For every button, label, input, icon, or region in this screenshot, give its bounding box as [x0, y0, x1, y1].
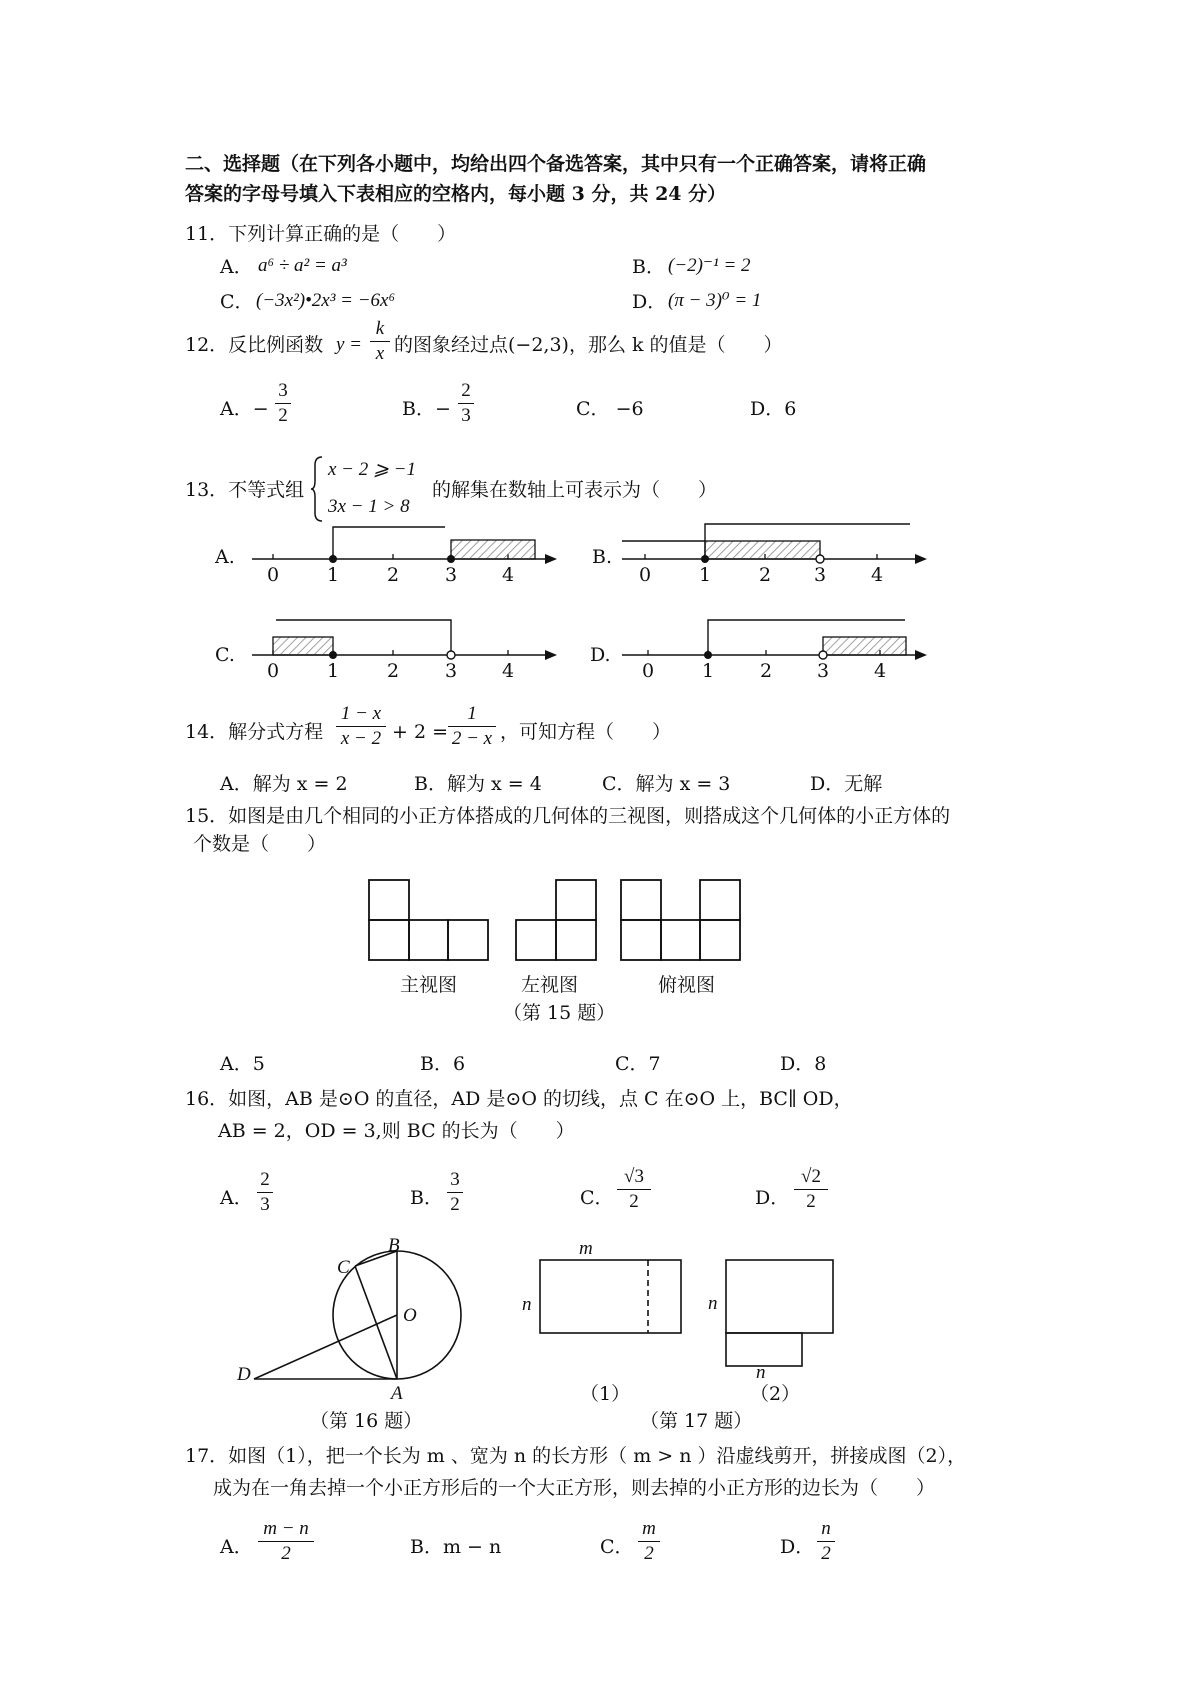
q11-option-b-expr: (−2)⁻¹ = 2	[668, 255, 751, 276]
q15-option-c: C．7	[615, 1053, 661, 1075]
q13-label-a: A.	[215, 546, 235, 568]
tick-label: 0	[642, 660, 655, 682]
q17-a-den: 2	[281, 1543, 291, 1564]
q11-option-d-expr: (π − 3)⁰ = 1	[668, 290, 762, 311]
q13-ineq2: 3x − 1 > 8	[328, 496, 410, 517]
q16-option-b: B．	[410, 1187, 443, 1209]
q15-stem-line1: 15．如图是由几个相同的小正方体搭成的几何体的三视图，则搭成这个几何体的小正方体的	[185, 805, 951, 827]
q17-label-m: m	[579, 1238, 593, 1259]
q14-f2-den: 2 − x	[451, 728, 493, 749]
tick-label: 4	[502, 564, 515, 586]
q14-f2-num: 1	[467, 703, 477, 724]
q17-caption-1: （1）	[580, 1383, 631, 1405]
q16-point-a: A	[391, 1383, 403, 1404]
q15-three-views	[360, 878, 760, 978]
q17-figure	[530, 1250, 850, 1400]
q16-b-num: 3	[450, 1169, 460, 1190]
tick-label: 2	[387, 660, 400, 682]
q16-option-d-frac	[794, 1166, 828, 1213]
q11-option-c-label: C．	[220, 291, 254, 313]
tick-label: 0	[639, 564, 652, 586]
tick-label: 2	[387, 564, 400, 586]
q15-view-top: 俯视图	[658, 974, 716, 996]
q16-c-num: √3	[624, 1166, 644, 1187]
q15-view-left: 左视图	[521, 974, 579, 996]
section-heading-line1: 二、选择题（在下列各小题中，均给出四个备选答案，其中只有一个正确答案，请将正确	[185, 153, 927, 175]
q11-option-d-label: D．	[632, 291, 667, 313]
tick-label: 1	[327, 564, 340, 586]
tick-label: 1	[699, 564, 712, 586]
number-line-d	[622, 620, 927, 660]
q16-a-den: 3	[260, 1194, 270, 1215]
q17-d-num: n	[821, 1518, 831, 1539]
tick-label: 3	[817, 660, 830, 682]
q16-option-b-frac	[447, 1169, 463, 1216]
q12-frac-den: x	[375, 343, 385, 364]
q12-b-num: 2	[461, 380, 471, 401]
q16-b-den: 2	[450, 1194, 460, 1215]
q14-option-a: A．解为 x = 2	[220, 773, 348, 795]
q12-option-d: D．6	[750, 398, 797, 420]
q11-stem: 11．下列计算正确的是（ ）	[185, 223, 457, 245]
q17-stem-line1: 17．如图（1），把一个长为 m 、宽为 n 的长方形（ m > n ）沿虚线剪开，拼接成图（2），	[185, 1445, 967, 1467]
q13-ineq1: x − 2 ⩾ −1	[328, 459, 416, 480]
q17-option-d: D．	[780, 1536, 815, 1558]
q16-stem-line1: 16．如图，AB 是⊙O 的直径，AD 是⊙O 的切线，点 C 在⊙O 上，BC∥ OD，	[185, 1088, 853, 1110]
q15-view-front: 主视图	[400, 974, 458, 996]
q14-frac2	[448, 703, 496, 750]
q15-stem-line2: 个数是（ ）	[193, 833, 327, 855]
q16-option-c-frac	[617, 1166, 651, 1213]
tick-label: 2	[760, 660, 773, 682]
q17-caption-2: （2）	[750, 1383, 801, 1405]
q16-option-a-frac	[257, 1169, 273, 1216]
tick-label: 0	[267, 660, 280, 682]
q15-option-d: D．8	[780, 1053, 827, 1075]
tick-label: 4	[502, 660, 515, 682]
number-line-a	[252, 527, 557, 564]
q15-caption: （第 15 题）	[503, 1002, 616, 1024]
q17-a-num: m − n	[263, 1518, 309, 1539]
q14-option-c: C．解为 x = 3	[602, 773, 731, 795]
q14-option-d: D．无解	[810, 773, 883, 795]
q11-option-b-label: B．	[632, 256, 665, 278]
q16-circle-figure	[230, 1238, 470, 1408]
q12-a-den: 2	[278, 405, 288, 426]
q12-a-num: 3	[278, 380, 288, 401]
q13-label-c: C.	[215, 644, 235, 666]
q17-label-n2: n	[708, 1293, 718, 1314]
q16-c-den: 2	[629, 1191, 639, 1212]
q14-frac1	[336, 703, 386, 750]
q16-option-a: A．	[220, 1187, 253, 1209]
q14-stem-pre: 14．解分式方程	[185, 721, 324, 743]
q17-option-b: B．m − n	[410, 1536, 502, 1558]
tick-label: 4	[874, 660, 887, 682]
q17-stem-line2: 成为在一角去掉一个小正方形后的一个大正方形，则去掉的小正方形的边长为（ ）	[213, 1477, 936, 1499]
q16-point-o: O	[403, 1305, 417, 1326]
q12-option-a-frac	[275, 380, 291, 427]
q17-c-num: m	[642, 1518, 656, 1539]
q16-option-d: D．	[755, 1187, 790, 1209]
q11-option-a-expr: a⁶ ÷ a² = a³	[258, 255, 347, 276]
tick-label: 3	[445, 564, 458, 586]
q17-option-c: C．	[600, 1536, 634, 1558]
q14-stem-post: ，可知方程（ ）	[500, 721, 672, 743]
q13-stem-post: 的解集在数轴上可表示为（ ）	[432, 479, 718, 501]
q17-figure-caption: （第 17 题）	[640, 1410, 753, 1432]
q16-a-num: 2	[260, 1169, 270, 1190]
q17-option-d-frac	[817, 1518, 835, 1565]
number-line-b	[622, 524, 927, 564]
q16-point-b: B	[388, 1235, 400, 1256]
q16-d-num: √2	[801, 1166, 821, 1187]
q12-frac-num: k	[375, 318, 385, 339]
q12-option-c: C． −6	[576, 398, 644, 420]
q16-stem-line2: AB = 2，OD = 3,则 BC 的长为（ ）	[218, 1120, 575, 1142]
q17-d-den: 2	[821, 1543, 831, 1564]
tick-label: 1	[327, 660, 340, 682]
q17-option-a-frac	[258, 1518, 314, 1565]
q14-f1-num: 1 − x	[340, 703, 382, 724]
tick-label: 3	[445, 660, 458, 682]
q16-point-d: D	[237, 1364, 251, 1385]
tick-label: 3	[814, 564, 827, 586]
number-line-c	[252, 620, 557, 660]
tick-label: 1	[702, 660, 715, 682]
q12-option-b-frac	[458, 380, 474, 427]
q11-option-a-label: A．	[220, 256, 253, 278]
q17-option-a: A．	[220, 1536, 253, 1558]
q12-fraction	[370, 318, 390, 365]
q16-option-c: C．	[580, 1187, 614, 1209]
q12-stem-post: 的图象经过点(−2,3)，那么 k 的值是（ ）	[394, 334, 783, 356]
tick-label: 2	[759, 564, 772, 586]
q12-y-eq: y =	[336, 334, 363, 355]
q14-mid: + 2 =	[392, 721, 449, 743]
q13-label-d: D.	[590, 644, 611, 666]
section-heading-line2: 答案的字母号填入下表相应的空格内，每小题 3 分，共 24 分）	[185, 183, 727, 205]
q12-option-a: A．−	[220, 398, 269, 420]
q12-stem-pre: 12．反比例函数	[185, 334, 324, 356]
q17-option-c-frac	[638, 1518, 660, 1565]
q14-f1-den: x − 2	[340, 728, 382, 749]
q12-b-den: 3	[461, 405, 471, 426]
q13-stem-pre: 13．不等式组	[185, 479, 305, 501]
q15-option-a: A．5	[220, 1053, 265, 1075]
q16-d-den: 2	[806, 1191, 816, 1212]
q11-option-c-expr: (−3x²)•2x³ = −6x⁶	[256, 290, 396, 311]
q17-c-den: 2	[644, 1543, 654, 1564]
q17-label-n3: n	[756, 1362, 766, 1383]
q14-option-b: B．解为 x = 4	[414, 773, 542, 795]
q12-option-b: B．−	[402, 398, 451, 420]
q15-option-b: B．6	[420, 1053, 466, 1075]
q13-label-b: B.	[592, 546, 613, 568]
q16-point-c: C	[337, 1257, 350, 1278]
q17-label-n1: n	[522, 1294, 532, 1315]
q16-caption: （第 16 题）	[310, 1410, 423, 1432]
tick-label: 4	[871, 564, 884, 586]
tick-label: 0	[267, 564, 280, 586]
